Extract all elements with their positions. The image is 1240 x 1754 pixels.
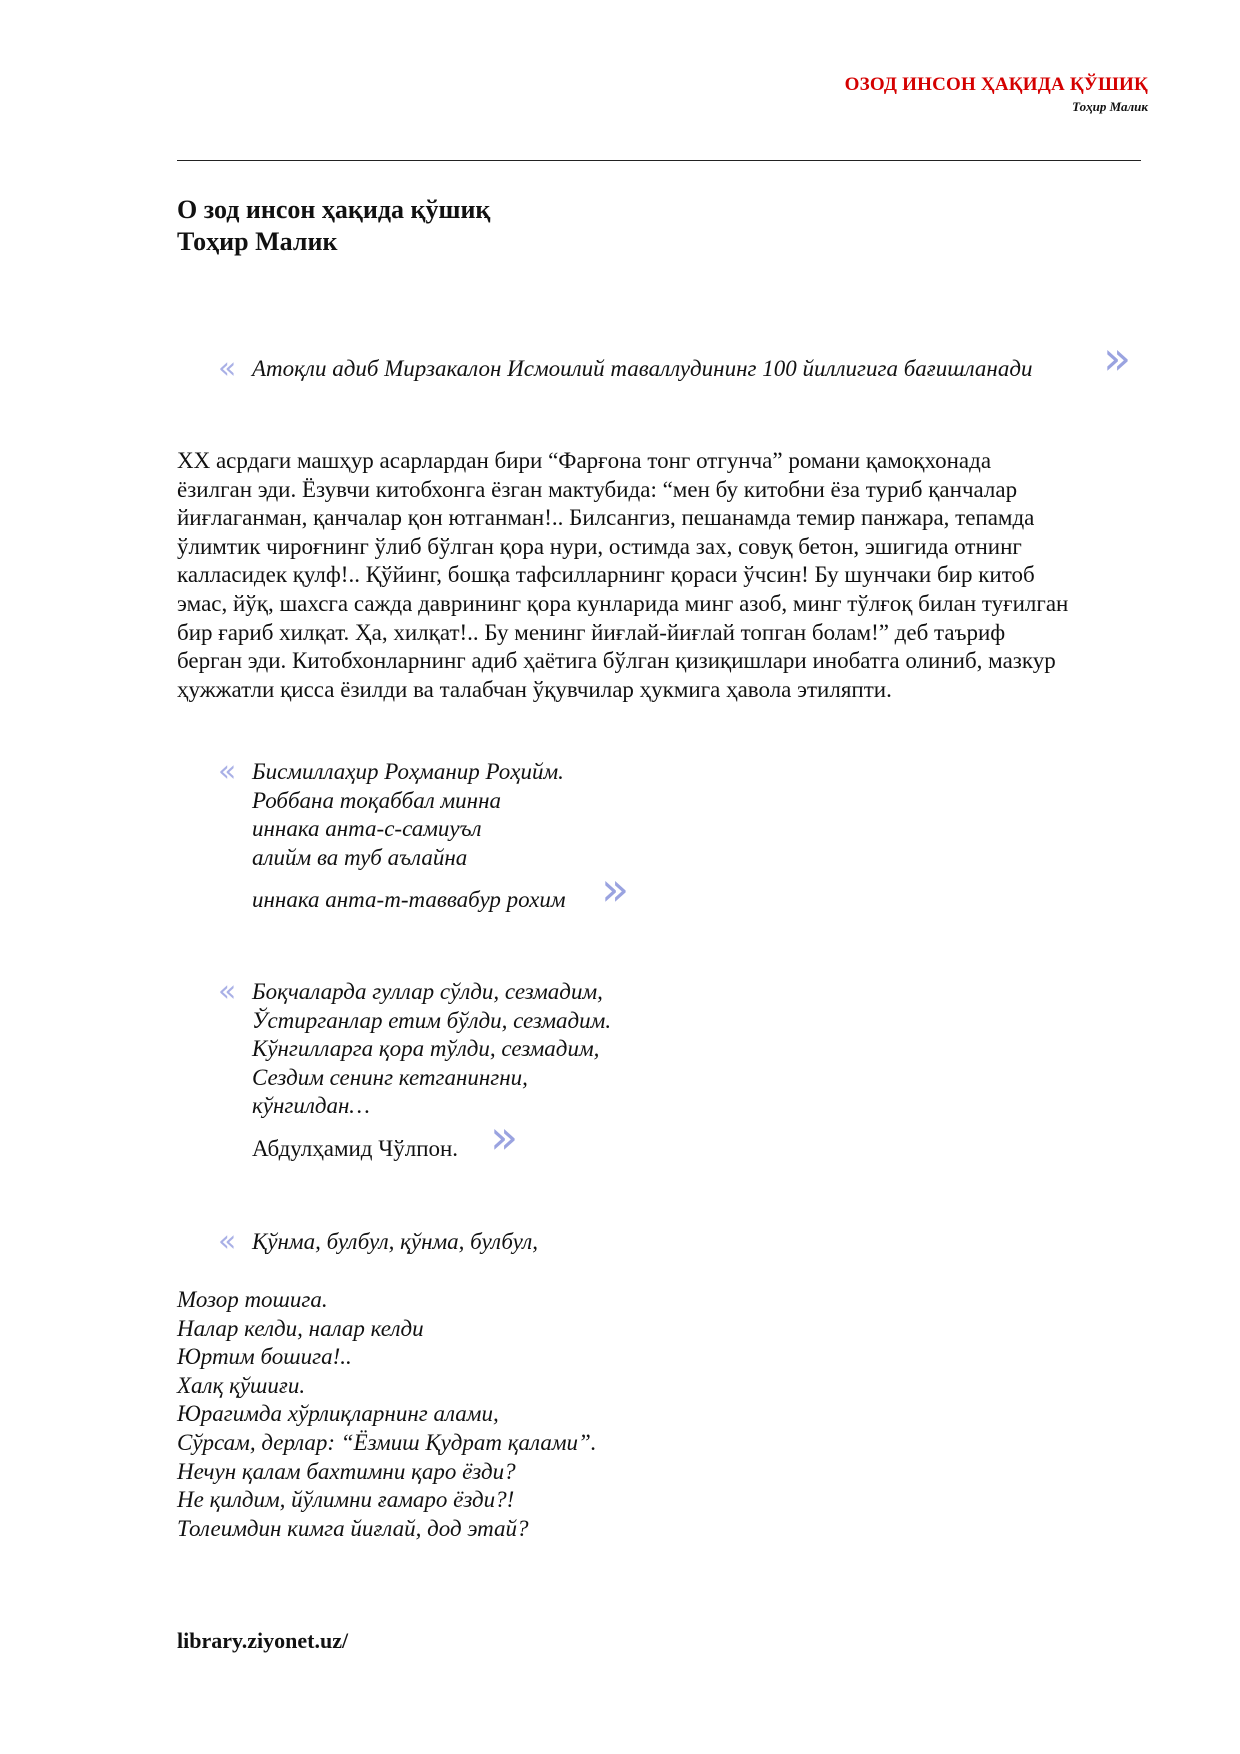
poem-author: Абдулҳамид Чўлпон. [252, 1135, 459, 1161]
document-title-block [177, 194, 490, 258]
footer-link[interactable]: library.ziyonet.uz/ [177, 1628, 349, 1653]
paragraph-line: бир ғариб хилқат. Ҳа, хилқат!.. Бу менинг йиғлай-йиғлай топган болам!” деб таъриф [177, 619, 1006, 645]
header-divider [177, 160, 1141, 161]
verse-line: Халқ қўшиғи. [177, 1372, 306, 1398]
paragraph-line: ўлимтик чироғнинг ўлиб бўлган қора нури, остимда зах, совуқ бетон, эшигида отнинг [177, 533, 1022, 559]
verse-line: Юртим бошига!.. [177, 1344, 352, 1370]
paragraph-line: калласидек қулф!.. Қўйинг, бошқа тафсилларнинг қораси ўчсин! Бу шунчаки бир китоб [177, 562, 1035, 588]
verse-line: иннака анта-т-таввабур рохим [252, 887, 566, 913]
song-verse [177, 1286, 597, 1543]
document-author: Тоҳир Малик [177, 227, 338, 256]
verse-line: Толеимдин кимга йиғлай, дод этай? [177, 1515, 529, 1541]
paragraph-line: ҳужжатли қисса ёзилди ва талабчан ўқувчилар ҳукмига ҳавола этиляпти. [177, 676, 892, 702]
song-first-line: Қўнма, булбул, қўнма, булбул, [252, 1229, 538, 1254]
prayer-epigraph [252, 758, 566, 915]
open-quote-icon: « [218, 974, 237, 1009]
open-quote-icon: « [218, 1224, 237, 1259]
verse-line: Не қилдим, йўлимни ғамаро ёзди?! [177, 1487, 515, 1513]
running-header [845, 74, 1148, 115]
paragraph-line: берган эди. Китобхонларнинг адиб ҳаётига бўлган қизиқишлари инобатга олиниб, мазкур [177, 648, 1056, 674]
verse-line: Нечун қалам бахтимни қаро ёзди? [177, 1458, 516, 1484]
paragraph-line: йиғлаганман, қанчалар қон ютганман!.. Билсангиз, пешанамда темир панжара, тепамда [177, 505, 1035, 531]
verse-line: Ўстирганлар етим бўлди, сезмадим. [252, 1007, 612, 1033]
document-title: О зод инсон ҳақида қўшиқ [177, 195, 491, 224]
verse-line: Сездим сенинг кетганингни, [252, 1064, 528, 1090]
header-author: Тоҳир Малик [1072, 99, 1148, 114]
open-quote-icon: « [218, 351, 237, 386]
verse-line: кўнгилдан… [252, 1093, 370, 1119]
verse-line: Роббана тоқаббал минна [252, 787, 501, 813]
verse-line: Налар келди, налар келди [177, 1315, 424, 1341]
verse-line: алийм ва туб аълайна [252, 844, 468, 870]
paragraph-line: XX асрдаги машҳур асарлардан бири “Фарғона тонг отгунча” романи қамоқхонада [177, 448, 992, 473]
paragraph-line: эмас, йўқ, шахсга сажда даврининг қора кунларида минг азоб, минг тўлғоқ билан туғилган [177, 590, 1069, 616]
close-quote-icon: » [1103, 331, 1132, 385]
close-quote-icon: » [601, 862, 630, 916]
open-quote-icon: « [218, 754, 237, 789]
verse-line: иннака анта-с-самиуъл [252, 816, 482, 842]
dedication: Атоқли адиб Мирзакалон Исмоилий таваллудининг 100 йиллигига бағишланади [252, 356, 1033, 381]
poem-epigraph [252, 978, 611, 1164]
paragraph-line: ёзилган эди. Ёзувчи китобхонга ёзган мактубида: “мен бу китобни ёза туриб қанчалар [177, 476, 1018, 502]
verse-line: Юрагимда хўрлиқларнинг алами, [177, 1401, 499, 1427]
verse-line: Бисмиллаҳир Роҳманир Роҳийм. [252, 759, 564, 784]
verse-line: Мозор тошига. [177, 1287, 328, 1312]
intro-paragraph [177, 447, 1157, 704]
verse-line: Сўрсам, дерлар: “Ёзмиш Қудрат қалами”. [177, 1429, 597, 1455]
verse-line: Кўнгилларга қора тўлди, сезмадим, [252, 1036, 600, 1062]
verse-line: Боқчаларда гуллар сўлди, сезмадим, [252, 979, 603, 1004]
header-title: ОЗОД ИНСОН ҲАҚИДА ҚЎШИҚ [844, 74, 1148, 95]
close-quote-icon: » [490, 1110, 519, 1164]
